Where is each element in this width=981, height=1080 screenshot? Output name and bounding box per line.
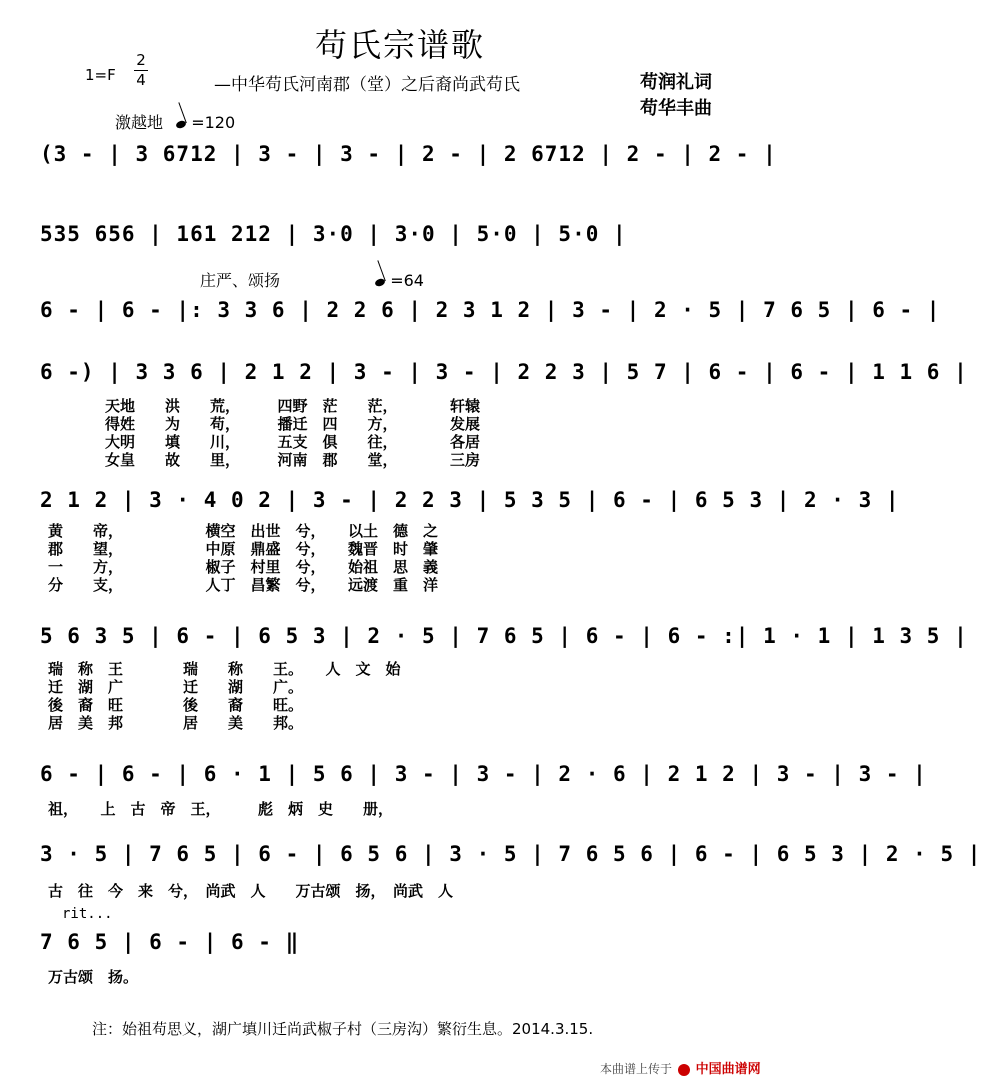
tempo-marking-2 [200,268,424,291]
song-title: 苟氏宗谱歌 [314,26,485,64]
meter-top: 2 [136,51,146,69]
verse-line: 天地 洪 荒， 四野 茫 茫， 轩辕 [105,397,481,415]
lyrics-line: 万古颂 扬。 [48,968,139,986]
music-line-4: 6 -) | 3 3 6 | 2 1 2 | 3 - | 3 - | 2 2 3 | 5 7 | 6 - | 6 - | 1 1 6 | [40,360,968,384]
site-logo-icon [678,1064,690,1076]
verse-line: 得姓 为 苟， 播迁 四 方， 发展 [105,415,481,433]
site-brand: 中国曲谱网 [695,1062,761,1077]
footer-credit [600,1058,761,1077]
music-line-5: 2 1 2 | 3 · 4 0 2 | 3 - | 2 2 3 | 5 3 5 | 6 - | 6 5 3 | 2 · 3 | [40,488,900,512]
music-line-6: 5 6 3 5 | 6 - | 6 5 3 | 2 · 5 | 7 6 5 | 6 - | 6 - :| 1 · 1 | 1 3 5 | [40,624,968,648]
key-signature: 1=F [85,66,116,84]
verse-line: 郡 望， 中原 鼎盛 兮， 魏晋 时 肇 [48,540,439,558]
music-line-3: 6 - | 6 - |: 3 3 6 | 2 2 6 | 2 3 1 2 | 3 - | 2 · 5 | 7 6 5 | 6 - | [40,298,941,322]
verse-line: 分 支， 人丁 昌繁 兮， 远渡 重 洋 [48,576,439,594]
song-subtitle: —中华苟氏河南郡（堂）之后裔尚武苟氏 [214,75,520,95]
tempo-bpm: =64 [390,271,424,290]
ritardando-mark: rit... [62,906,113,922]
music-line-9: 7 6 5 | 6 - | 6 - ‖ [40,930,300,954]
tempo-expression: 激越地 [115,113,164,132]
upload-text: 本曲谱上传于 [600,1062,673,1076]
time-signature [134,52,148,89]
tempo-bpm: =120 [191,113,236,132]
lyricist-credit: 苟润礼词 [640,72,712,93]
music-line-2: 535 656 | 161 212 | 3·0 | 3·0 | 5·0 | 5·0 | [40,222,627,246]
meter-bottom: 4 [136,71,146,89]
music-line-7: 6 - | 6 - | 6 · 1 | 5 6 | 3 - | 3 - | 2 · 6 | 2 1 2 | 3 - | 3 - | [40,762,927,786]
quarter-note-icon [175,120,187,130]
verse-line: 迁 湖 广 迁 湖 广。 [48,678,304,696]
verse-line: 一 方， 椒子 村里 兮， 始祖 思 義 [48,558,439,576]
music-line-8: 3 · 5 | 7 6 5 | 6 - | 6 5 6 | 3 · 5 | 7 6 5 6 | 6 - | 6 5 3 | 2 · 5 | [40,842,981,866]
composer-credit: 苟华丰曲 [640,98,712,119]
verse-line: 瑞 称 王 瑞 称 王。 人 文 始 [48,660,401,678]
verse-line: 大明 填 川， 五支 俱 往， 各居 [105,433,481,451]
verse-line: 女皇 故 里， 河南 郡 堂， 三房 [105,451,481,469]
lyrics-line: 祖， 上 古 帝 王， 彪 炳 史 册， [48,800,394,818]
music-line-1: (3 - | 3 6712 | 3 - | 3 - | 2 - | 2 6712 | 2 - | 2 - | [40,142,777,166]
verse-line: 黄 帝， 横空 出世 兮， 以土 德 之 [48,522,439,540]
tempo-marking-1 [115,110,235,133]
tempo-expression: 庄严、颂扬 [200,271,281,290]
verse-line: 居 美 邦 居 美 邦。 [48,714,304,732]
half-note-icon [374,278,386,288]
lyrics-line: 古 往 今 来 兮， 尚武 人 万古颂 扬， 尚武 人 [48,882,454,900]
verse-line: 後 裔 旺 後 裔 旺。 [48,696,304,714]
footer-note: 注：始祖苟思义，湖广填川迁尚武椒子村（三房沟）繁衍生息。2014.3.15. [92,1020,594,1038]
